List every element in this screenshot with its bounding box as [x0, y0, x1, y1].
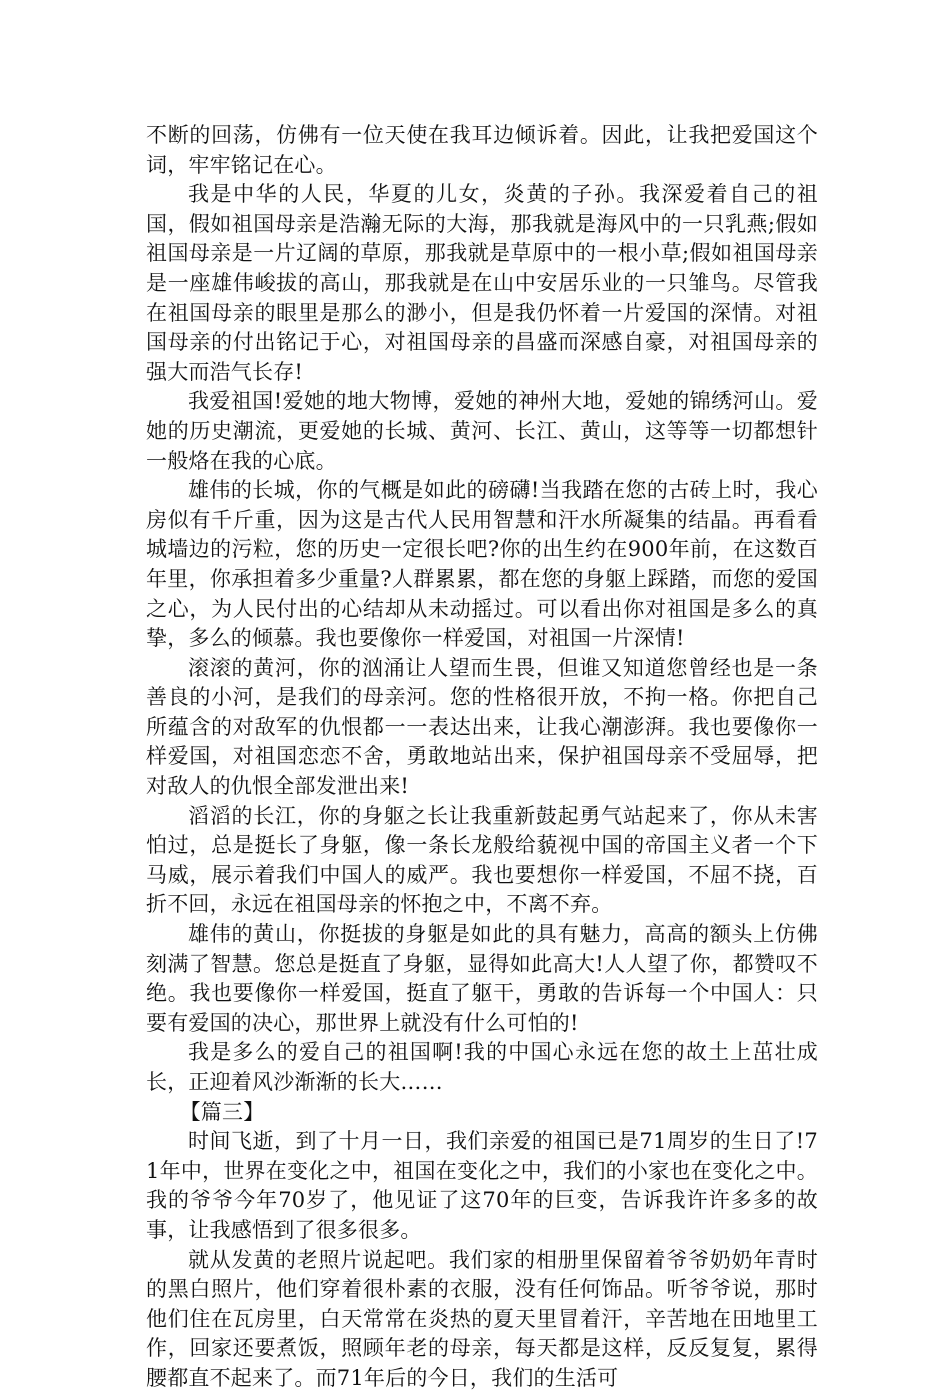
paragraph: 滚滚的黄河，你的汹涌让人望而生畏，但谁又知道您曾经也是一条善良的小河，是我们的母亲河。您的性格很开放，不拘一格。你把自己所蕴含的对敌军的仇恨都一一表达出来，让我心潮澎湃。我也要像你一样爱国，对祖国恋恋不舍，勇敢地站出来，保护祖国母亲不受屈辱，把对敌人的仇恨全部发泄出来! [146, 655, 818, 799]
paragraph: 我是多么的爱自己的祖国啊!我的中国心永远在您的故土上茁壮成长，正迎着风沙渐渐的长大…… [146, 1040, 818, 1094]
paragraph: 滔滔的长江，你的身躯之长让我重新鼓起勇气站起来了，你从未害怕过，总是挺长了身躯，像一条长龙般给藐视中国的帝国主义者一个下马威，展示着我们中国人的威严。我也要想你一样爱国，不屈不挠，百折不回，永远在祖国母亲的怀抱之中，不离不弃。 [146, 803, 818, 917]
paragraph: 雄伟的黄山，你挺拔的身躯是如此的具有魅力，高高的额头上仿佛刻满了智慧。您总是挺直了身躯，显得如此高大!人人望了你，都赞叹不绝。我也要像你一样爱国，挺直了躯干，勇敢的告诉每一个中国人：只要有爱国的决心，那世界上就没有什么可怕的! [146, 922, 818, 1035]
paragraph: 就从发黄的老照片说起吧。我们家的相册里保留着爷爷奶奶年青时的黑白照片，他们穿着很朴素的衣服，没有任何饰品。听爷爷说，那时他们住在瓦房里，白天常常在炎热的夏天里冒着汗，辛苦地在田地里工作，回家还要煮饭，照顾年老的母亲，每天都是这样，反反复复，累得腰都直不起来了。而71年后的今日，我们的生活可 [146, 1247, 818, 1390]
paragraph: 雄伟的长城，你的气概是如此的磅礴!当我踏在您的古砖上时，我心房似有千斤重，因为这是古代人民用智慧和汗水所凝集的结晶。再看看城墙边的污粒，您的历史一定很长吧?你的出生约在900年前，在这数百年里，你承担着多少重量?人群累累，都在您的身躯上踩踏，而您的爱国之心，为人民付出的心结却从未动摇过。可以看出你对祖国是多么的真挚，多么的倾慕。我也要像你一样爱国，对祖国一片深情! [146, 478, 818, 651]
paragraph: 我爱祖国!爱她的地大物博，爱她的神州大地，爱她的锦绣河山。爱她的历史潮流，更爱她的长城、黄河、长江、黄山，这等等一切都想针一般烙在我的心底。 [146, 389, 818, 473]
section-heading: 【篇三】 [179, 1099, 265, 1124]
document-page [146, 121, 818, 1394]
paragraph: 我是中华的人民，华夏的儿女，炎黄的子孙。我深爱着自己的祖国，假如祖国母亲是浩瀚无际的大海，那我就是海风中的一只乳燕;假如祖国母亲是一片辽阔的草原，那我就是草原中的一根小草;假如祖国母亲是一座雄伟峻拔的高山，那我就是在山中安居乐业的一只雏鸟。尽管我在祖国母亲的眼里是那么的渺小，但是我仍怀着一片爱国的深情。对祖国母亲的付出铭记于心，对祖国母亲的昌盛而深感自豪，对祖国母亲的强大而浩气长存! [146, 182, 818, 384]
paragraph: 时间飞逝，到了十月一日，我们亲爱的祖国已是71周岁的生日了!71年中，世界在变化之中，祖国在变化之中，我们的小家也在变化之中。我的爷爷今年70岁了，他见证了这70年的巨变，告诉我许许多多的故事，让我感悟到了很多很多。 [146, 1129, 818, 1242]
paragraph-continuation: 不断的回荡，仿佛有一位天使在我耳边倾诉着。因此，让我把爱国这个词，牢牢铭记在心。 [146, 123, 818, 177]
